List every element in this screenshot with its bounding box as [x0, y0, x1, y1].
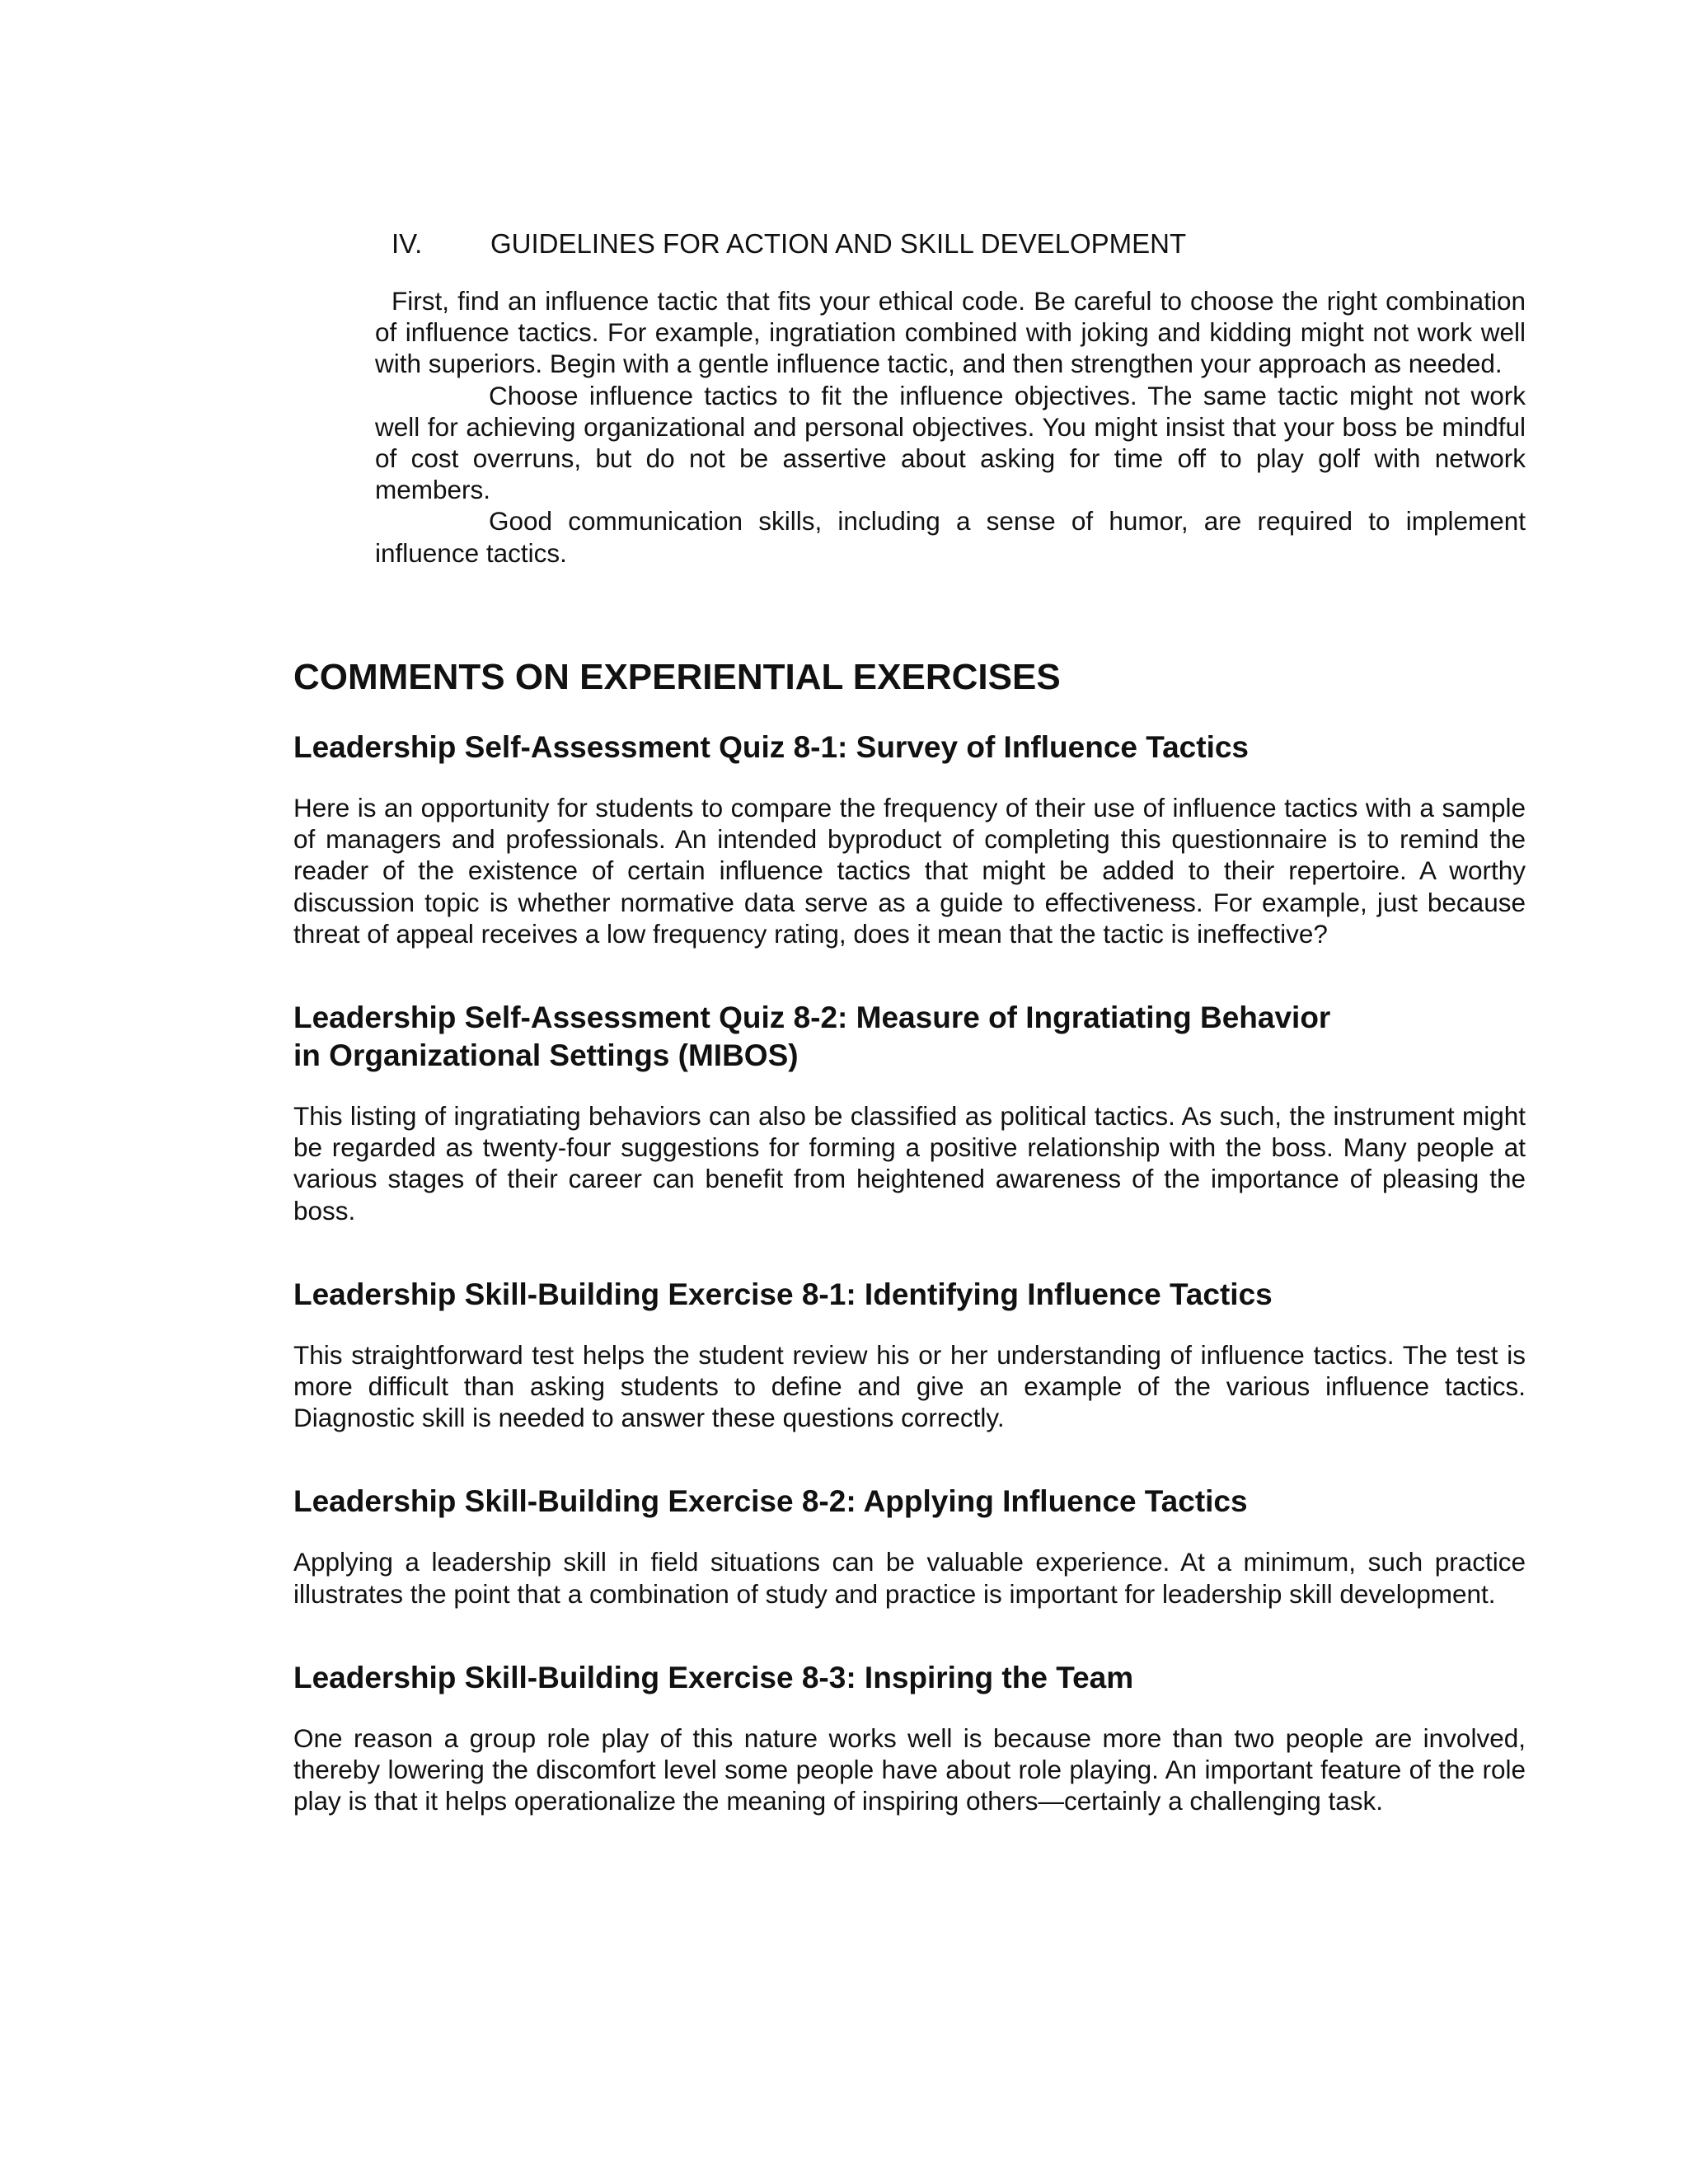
- exercise-heading-line-1: Leadership Self-Assessment Quiz 8-2: Measure of Ingratiating Behavior: [293, 1001, 1331, 1035]
- exercise-heading: [293, 999, 1526, 1075]
- comments-section: [293, 656, 1526, 1816]
- exercise-heading: Leadership Skill-Building Exercise 8-3: Inspiring the Team: [293, 1660, 1134, 1694]
- exercise-skill-8-1: [293, 1276, 1526, 1434]
- exercise-heading: Leadership Skill-Building Exercise 8-1: Identifying Influence Tactics: [293, 1277, 1273, 1311]
- exercise-body: This straightforward test helps the student review his or her understanding of influence tactics. The test is more difficult than asking students to define and give an example of the various influence tactics. Diagnostic skill is needed to answer these questions correctly.: [293, 1339, 1526, 1433]
- exercise-quiz-8-1: [293, 729, 1526, 949]
- exercise-body: Here is an opportunity for students to compare the frequency of their use of influence tactics with a sample of managers and professionals. An intended byproduct of completing this questionnaire is to remind the reader of the existence of certain influence tactics that might be added to their repertoire. A worthy discussion topic is whether normative data serve as a guide to effectiveness. For example, just because threat of appeal receives a low frequency rating, does it mean that the tactic is ineffective?: [293, 793, 1526, 949]
- exercise-skill-8-2: [293, 1483, 1526, 1609]
- exercise-body: This listing of ingratiating behaviors can also be classified as political tactics. As such, the instrument might be regarded as twenty-four suggestions for forming a positive relationship with the boss. Many people at various stages of their career can benefit from heightened awareness of the importance of pleasing the boss.: [293, 1101, 1526, 1226]
- exercise-quiz-8-2: [293, 999, 1526, 1226]
- section-number: IV.: [392, 228, 423, 259]
- section-heading: [375, 224, 1526, 264]
- guidelines-section: [375, 224, 1526, 569]
- guidelines-paragraph-3: Good communication skills, including a sense of humor, are required to implement influence tactics.: [375, 506, 1526, 568]
- section-title: GUIDELINES FOR ACTION AND SKILL DEVELOPMENT: [490, 228, 1187, 259]
- guidelines-paragraph-1: First, find an influence tactic that fits your ethical code. Be careful to choose the right combination of influence tactics. For example, ingratiation combined with joking and kidding might not work well with superiors. Begin with a gentle influence tactic, and then strengthen your approach as needed.: [375, 286, 1526, 379]
- exercise-heading-line-2: in Organizational Settings (MIBOS): [293, 1038, 799, 1073]
- exercise-heading: Leadership Self-Assessment Quiz 8-1: Survey of Influence Tactics: [293, 730, 1250, 764]
- exercise-skill-8-3: [293, 1659, 1526, 1817]
- exercise-body: One reason a group role play of this nature works well is because more than two people are involved, thereby lowering the discomfort level some people have about role playing. An important feature of the role play is that it helps operationalize the meaning of inspiring others—certainly a challenging task.: [293, 1722, 1526, 1816]
- exercise-heading: Leadership Skill-Building Exercise 8-2: Applying Influence Tactics: [293, 1484, 1248, 1519]
- exercise-body: Applying a leadership skill in field situations can be valuable experience. At a minimum, such practice illustrates the point that a combination of study and practice is important for leadership skill development.: [293, 1547, 1526, 1609]
- guidelines-paragraph-2: Choose influence tactics to fit the influence objectives. The same tactic might not work well for achieving organizational and personal objectives. You might insist that your boss be mindful of cost overruns, but do not be assertive about asking for time off to play golf with network members.: [375, 380, 1526, 505]
- comments-title: COMMENTS ON EXPERIENTIAL EXERCISES: [293, 657, 1061, 697]
